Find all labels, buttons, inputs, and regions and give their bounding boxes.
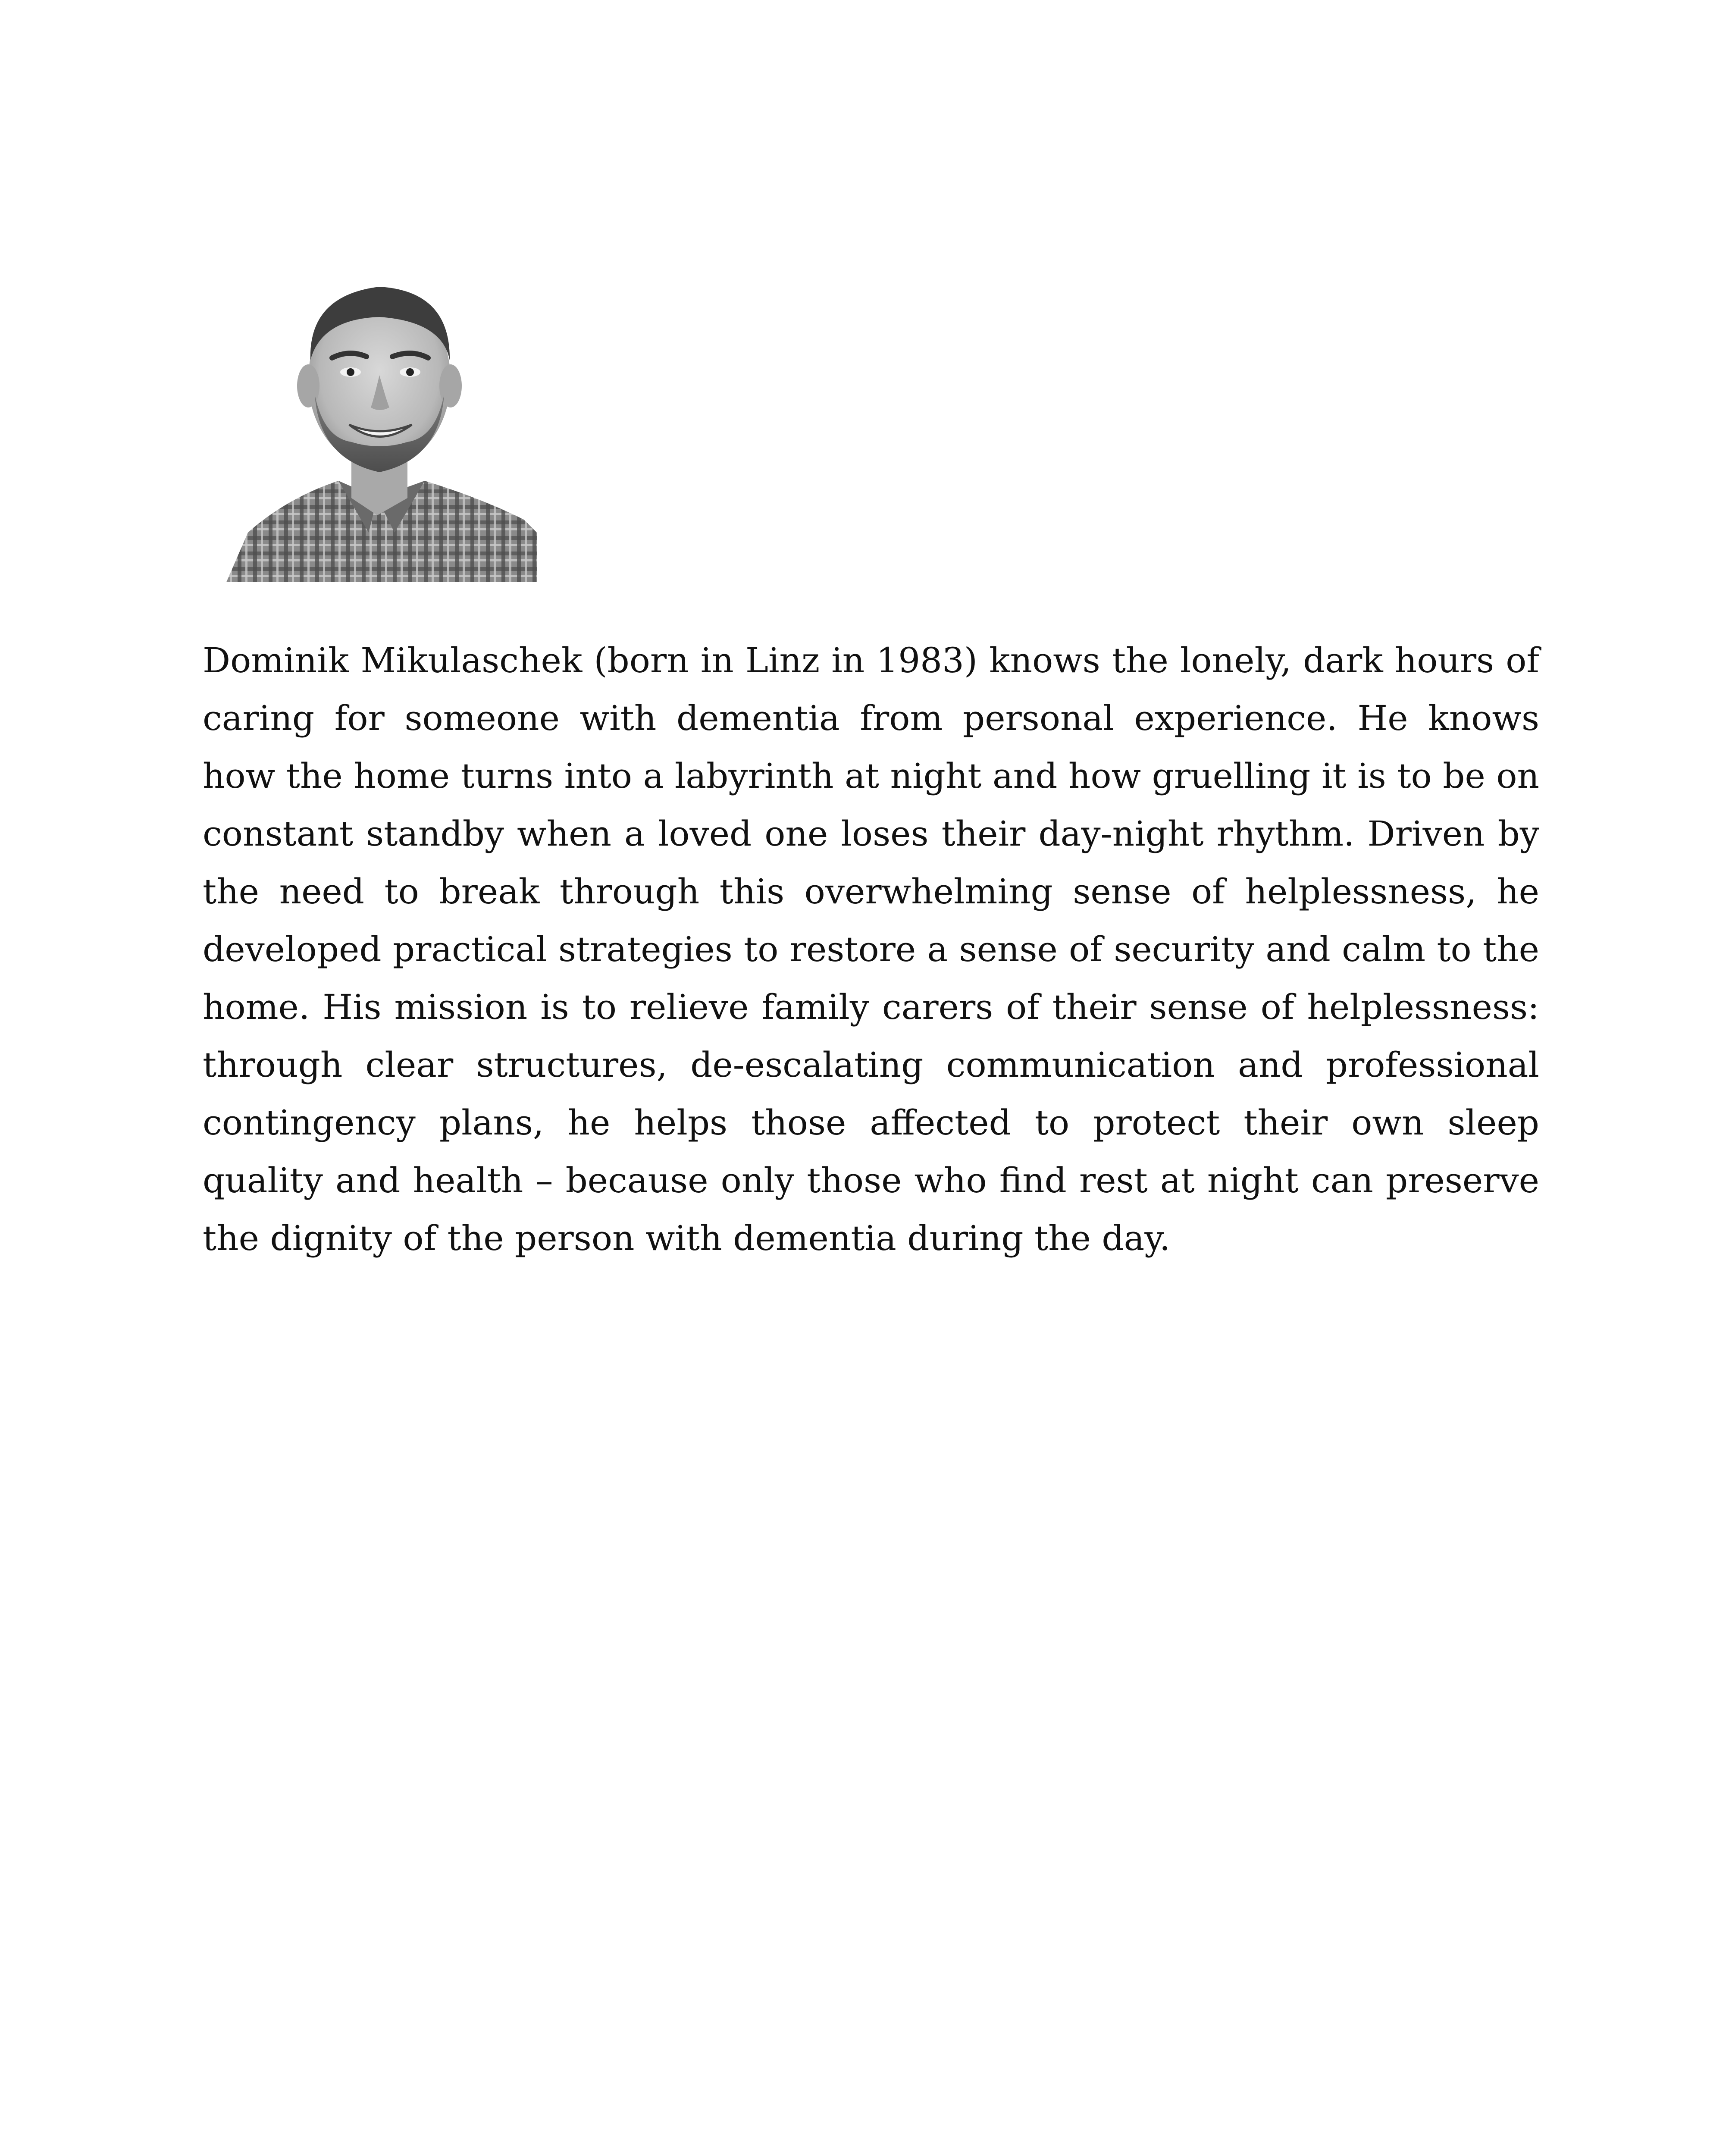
author-bio: Dominik Mikulaschek (born in Linz in 1983) knows the lonely, dark hours of caring for someone with dementia from personal experience. He knows how the home turns into a labyrinth at night and how gruelling it is to be on constant standby when a loved one loses their day-night rhythm. Driven by the need to break through this overwhelming sense of helplessness, he developed practical strategies to restore a sense of security and calm to the home. His mission is to relieve family carers of their sense of helplessness: through clear structures, de-escalating communication and professional contingency plans, he helps those affected to protect their own sleep quality and health – because only those who find rest at night can preserve the dignity of the person with dementia during the day. [203,640,1539,1258]
author-portrait [222,257,537,582]
